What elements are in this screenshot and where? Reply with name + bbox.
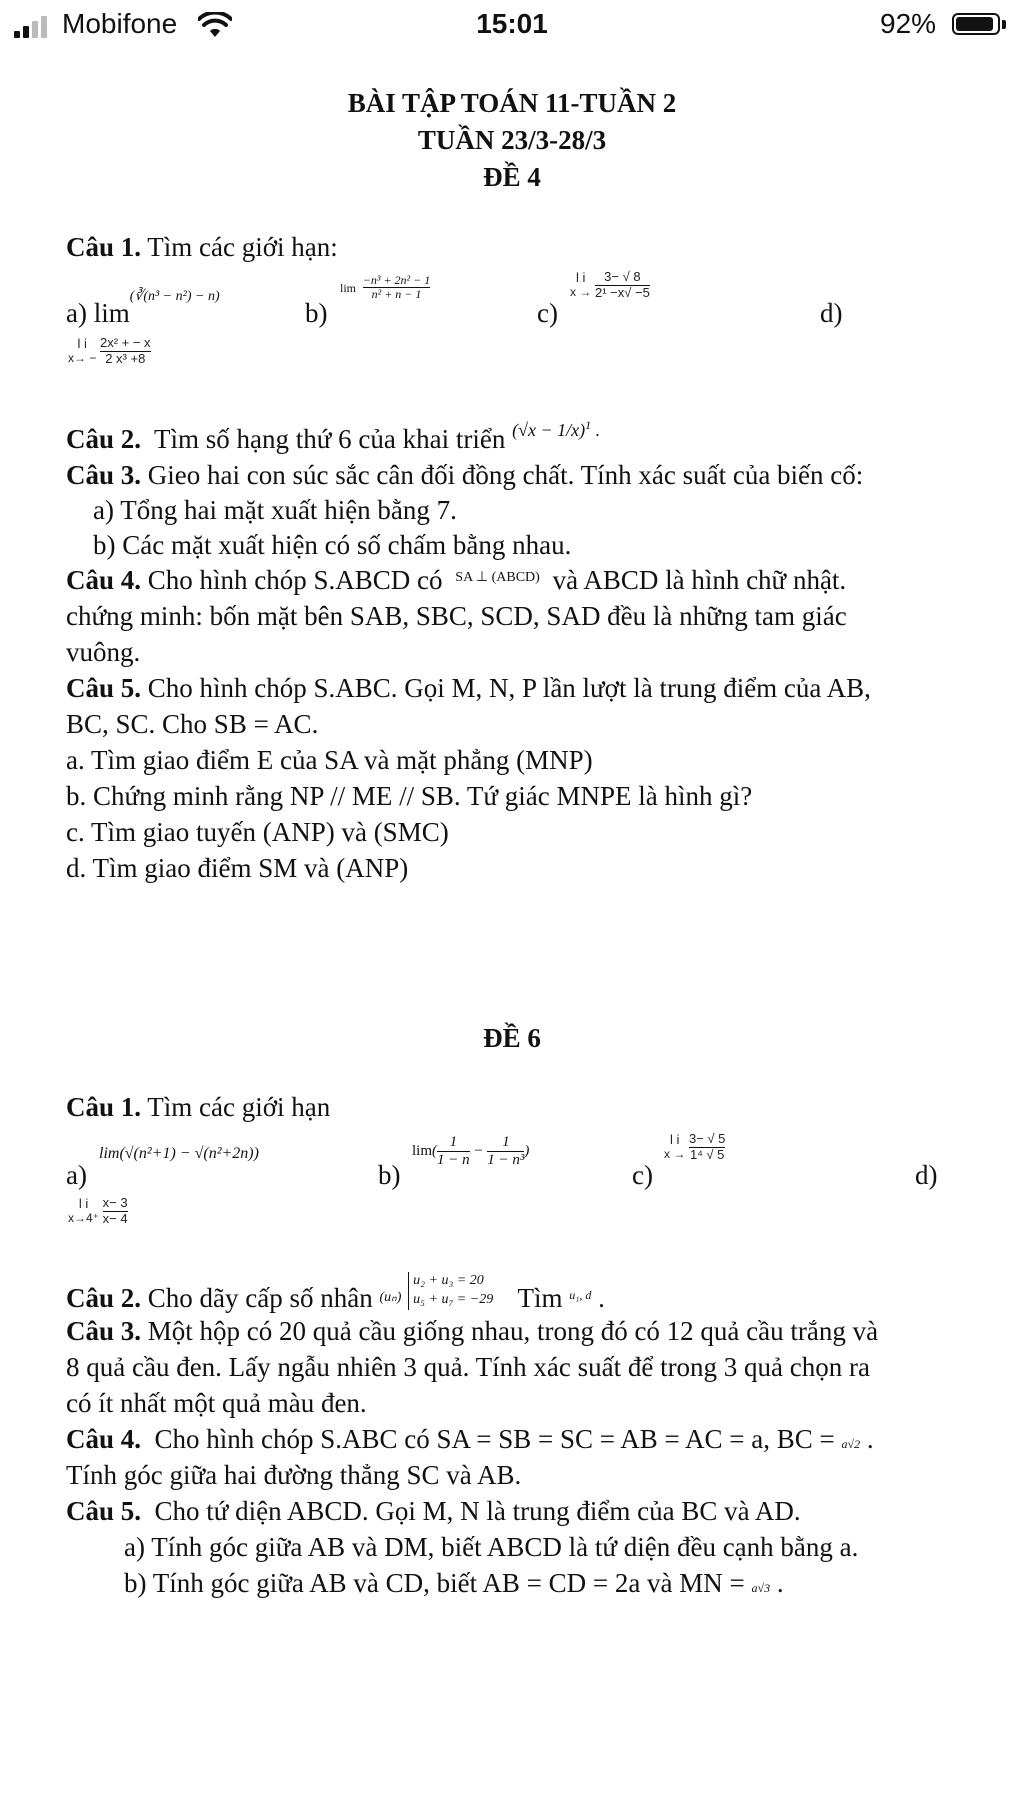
de4-q4: Câu 4. Cho hình chóp S.ABCD có $^{SA \perp (ABCD)}$ và ABCD là hình chữ nhật. bbox=[66, 565, 847, 595]
battery-tip bbox=[1002, 20, 1006, 29]
battery-fill bbox=[956, 17, 993, 31]
de6-q5-a: a) Tính góc giữa AB và DM, biết ABCD là tứ diện đều cạnh bằng a. bbox=[124, 1532, 859, 1562]
de6-q5-mn: a√3 bbox=[751, 1581, 771, 1595]
de4-q4-condition: SA ⊥ (ABCD) bbox=[455, 570, 540, 585]
de4-q1-c-fraction: $\frac{3- √ 8}{\text{2¹ −x√ −5}}$ bbox=[594, 269, 650, 300]
de4-q1 bbox=[66, 234, 338, 261]
battery-icon bbox=[952, 13, 1000, 35]
de4-q5-b: b. Chứng minh rằng NP // ME // SB. Tứ giác MNPE là hình gì? bbox=[66, 781, 753, 811]
de6-q1-a-expr: lim(√(n²+1) − √(n²+2n)) bbox=[99, 1145, 259, 1162]
de6-q2-system: u₂ + u₃ = 20 u₅ + u₇ = −29 bbox=[408, 1272, 493, 1310]
de4-q1-c: c) bbox=[537, 298, 558, 328]
page-title: BÀI TẬP TOÁN 11-TUẦN 2 bbox=[347, 88, 677, 118]
de6-q2: Câu 2. Cho dãy cấp số nhân $^{(u_n)}$ u₂ + u₃ = 20 u₅ + u₇ = −29 Tìm $^{u_1, d}$ . bbox=[66, 1273, 605, 1314]
de4-q1-d: d) bbox=[820, 298, 843, 328]
status-bar bbox=[0, 0, 1024, 52]
de4-q2: Câu 2. Tìm số hạng thứ 6 của khai triển $^{(√x - 1/x)^1 .}$ bbox=[66, 418, 601, 454]
de6-q1-d-expr: l i x→4⁺ $\frac{x- 3}{x- 4}$ bbox=[68, 1195, 128, 1226]
de6-q5-b: b) Tính góc giữa AB và CD, biết AB = CD = 2a và MN = a√3 . bbox=[124, 1568, 784, 1598]
exam-title-6: ĐỀ 6 bbox=[483, 1023, 541, 1053]
de6-q1-a: a) bbox=[66, 1160, 87, 1190]
de6-q3-line3: có ít nhất một quả màu đen. bbox=[66, 1388, 367, 1418]
exam-title-4: ĐỀ 4 bbox=[483, 162, 541, 192]
de4-q1-b-expr: lim $\frac{\text{−n³ + 2n² − 1}}{\text{n² + n − 1}}$ bbox=[340, 272, 431, 302]
de4-q1-b bbox=[305, 300, 328, 327]
de6-q1: Câu 1. Tìm các giới hạn bbox=[66, 1092, 331, 1122]
de4-q5-a: a. Tìm giao điểm E của SA và mặt phẳng (MNP) bbox=[66, 745, 593, 775]
de4-q3-b: b) Các mặt xuất hiện có số chấm bằng nhau. bbox=[93, 530, 572, 560]
battery-percent: 92% bbox=[880, 8, 937, 39]
de4-q1-d-expr: l i x→ − $\frac{\text{2x² + − x}}{\text{2 x³ +8}}$ bbox=[68, 335, 151, 366]
de6-q5: Câu 5. Cho tứ diện ABCD. Gọi M, N là trung điểm của BC và AD. bbox=[66, 1496, 801, 1526]
de6-q1-c-expr: l i x → $\frac{3- √ 5}{\text{1⁴ √ 5}}$ bbox=[664, 1131, 726, 1162]
de6-q1-c: c) bbox=[632, 1160, 653, 1190]
de4-q4-line3: vuông. bbox=[66, 637, 141, 667]
de4-q1-d-fraction: $\frac{\text{2x² + − x}}{\text{2 x³ +8}}$ bbox=[99, 335, 151, 366]
de4-q1-text: Tìm các giới hạn: bbox=[147, 232, 338, 262]
de4-q3-a: a) Tổng hai mặt xuất hiện bằng 7. bbox=[93, 495, 457, 525]
de6-q4-bc: a√2 bbox=[841, 1437, 861, 1451]
de6-q3: Câu 3. Một hộp có 20 quả cầu giống nhau, trong đó có 12 quả cầu trắng và bbox=[66, 1316, 879, 1346]
de4-q1-label: Câu 1. bbox=[66, 232, 142, 262]
week-range: TUẦN 23/3-28/3 bbox=[417, 125, 607, 155]
de4-q2-expr: (√x − 1/x)1 . bbox=[512, 418, 601, 440]
de4-q5: Câu 5. Cho hình chóp S.ABC. Gọi M, N, P lần lượt là trung điểm của AB, bbox=[66, 673, 871, 703]
de4-q1-b-prefix: b) bbox=[305, 298, 328, 328]
de4-q1-c-expr: l i x → $\frac{3- √ 8}{\text{2¹ −x√ −5}}$ bbox=[570, 269, 650, 300]
de4-q1-b-fraction: $\frac{\text{−n³ + 2n² − 1}}{\text{n² + n − 1}}$ bbox=[362, 272, 431, 302]
clock: 15:01 bbox=[476, 8, 548, 39]
de6-q3-line2: 8 quả cầu đen. Lấy ngẫu nhiên 3 quả. Tính xác suất để trong 3 quả chọn ra bbox=[66, 1352, 871, 1382]
de6-q4-line2: Tính góc giữa hai đường thẳng SC và AB. bbox=[66, 1460, 522, 1490]
de4-q4-line2: chứng minh: bốn mặt bên SAB, SBC, SCD, SAD đều là những tam giác bbox=[66, 601, 847, 631]
de4-q1-a-prefix: a) lim bbox=[66, 298, 130, 328]
de4-q1-a-expr: (∛(n³ − n²) − n) bbox=[129, 289, 220, 304]
de6-q2-seq: (uₙ) bbox=[379, 1290, 402, 1306]
de6-q1-b-expr: lim( $\frac{1}{1 - n}$ − $\frac{1}{\text{1 − n³}}$ ) bbox=[412, 1134, 530, 1169]
de4-q5-c: c. Tìm giao tuyến (ANP) và (SMC) bbox=[66, 817, 449, 847]
de6-q1-b: b) bbox=[378, 1160, 401, 1190]
de4-q5-line2: BC, SC. Cho SB = AC. bbox=[66, 709, 319, 739]
de4-q5-d: d. Tìm giao điểm SM và (ANP) bbox=[66, 853, 409, 883]
carrier-name: Mobifone bbox=[62, 8, 178, 39]
de4-q3: Câu 3. Gieo hai con súc sắc cân đối đồng chất. Tính xác suất của biến cố: bbox=[66, 460, 864, 490]
de6-q4: Câu 4. Cho hình chóp S.ABC có SA = SB = SC = AB = AC = a, BC = a√2 . bbox=[66, 1424, 874, 1454]
de4-q1-a bbox=[66, 289, 220, 328]
de6-q1-d: d) bbox=[915, 1160, 938, 1190]
